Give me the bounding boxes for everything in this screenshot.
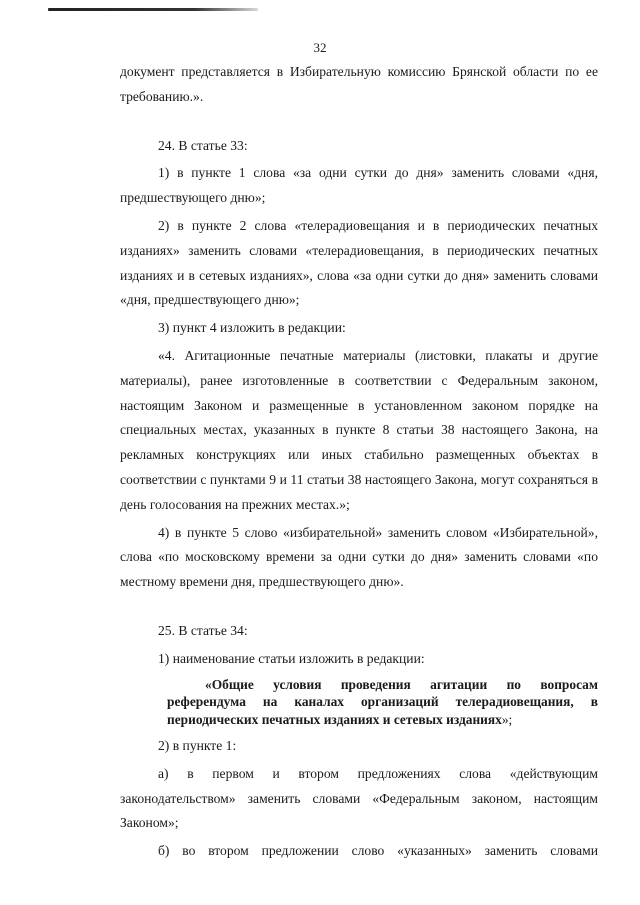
title-open-quote: «: [205, 676, 212, 692]
article-title: [120, 676, 598, 729]
title-text: Общие условия проведения агитации по вопросам референдума на каналах организаций телерадиовещания, в периодических печатных изданиях и сетевых изданиях: [167, 676, 598, 727]
page-number: 32: [313, 40, 327, 55]
paragraph-item-2: 2) в пункте 2 слова «телерадиовещания и в периодических печатных изданиях» заменить словами «телерадиовещания, в периодических печатных изданиях и в сетевых изданиях», слова «за одни сутки до дня» заменить словами «дня, предшествующего дню»;: [120, 217, 598, 308]
paragraph-subitem-a: а) в первом и втором предложениях слова «действующим законодательством» заменить словами «Федеральным законом, настоящим Законом»;: [120, 765, 598, 831]
paragraph-item-3: 3) пункт 4 изложить в редакции:: [158, 320, 346, 336]
title-close-quote: »;: [501, 711, 513, 727]
paragraph-item-4: 4) в пункте 5 слово «избирательной» заменить словом «Избирательной», слова «по московскому времени за одни сутки до дня» заменить словами «по местному времени дня, предшествующего дню».: [120, 524, 598, 590]
paragraph-article-25: 25. В статье 34:: [158, 622, 248, 638]
paragraph-item-3-text: «4. Агитационные печатные материалы (листовки, плакаты и другие материалы), ранее изготовленные в соответствии с Федеральным законом, настоящим Законом и размещенные в установленном законом порядке на специальных местах, указанных в пункте 8 статьи 38 настоящего Закона, на рекламных конструкциях или иных стабильно размещенных объектах в соответствии с пунктами 9 и 11 статьи 38 настоящего Закона, могут сохраняться в день голосования на прежних местах.»;: [120, 347, 598, 512]
scan-artifact-line: [48, 8, 258, 11]
paragraph-continuation: документ представляется в Избирательную комиссию Брянской области по ее требованию.».: [120, 64, 598, 104]
paragraph-item-2-art34: 2) в пункте 1:: [158, 738, 237, 754]
paragraph-item-1: 1) в пункте 1 слова «за одни сутки до дня» заменить словами «дня, предшествующего дню»;: [120, 165, 598, 206]
paragraph-subitem-b: б) во втором предложении слово «указанных» заменить словами: [158, 843, 598, 859]
document-body: [120, 60, 598, 864]
paragraph-article-24: 24. В статье 33:: [158, 137, 248, 153]
paragraph-title-item: 1) наименование статьи изложить в редакции:: [158, 650, 425, 666]
